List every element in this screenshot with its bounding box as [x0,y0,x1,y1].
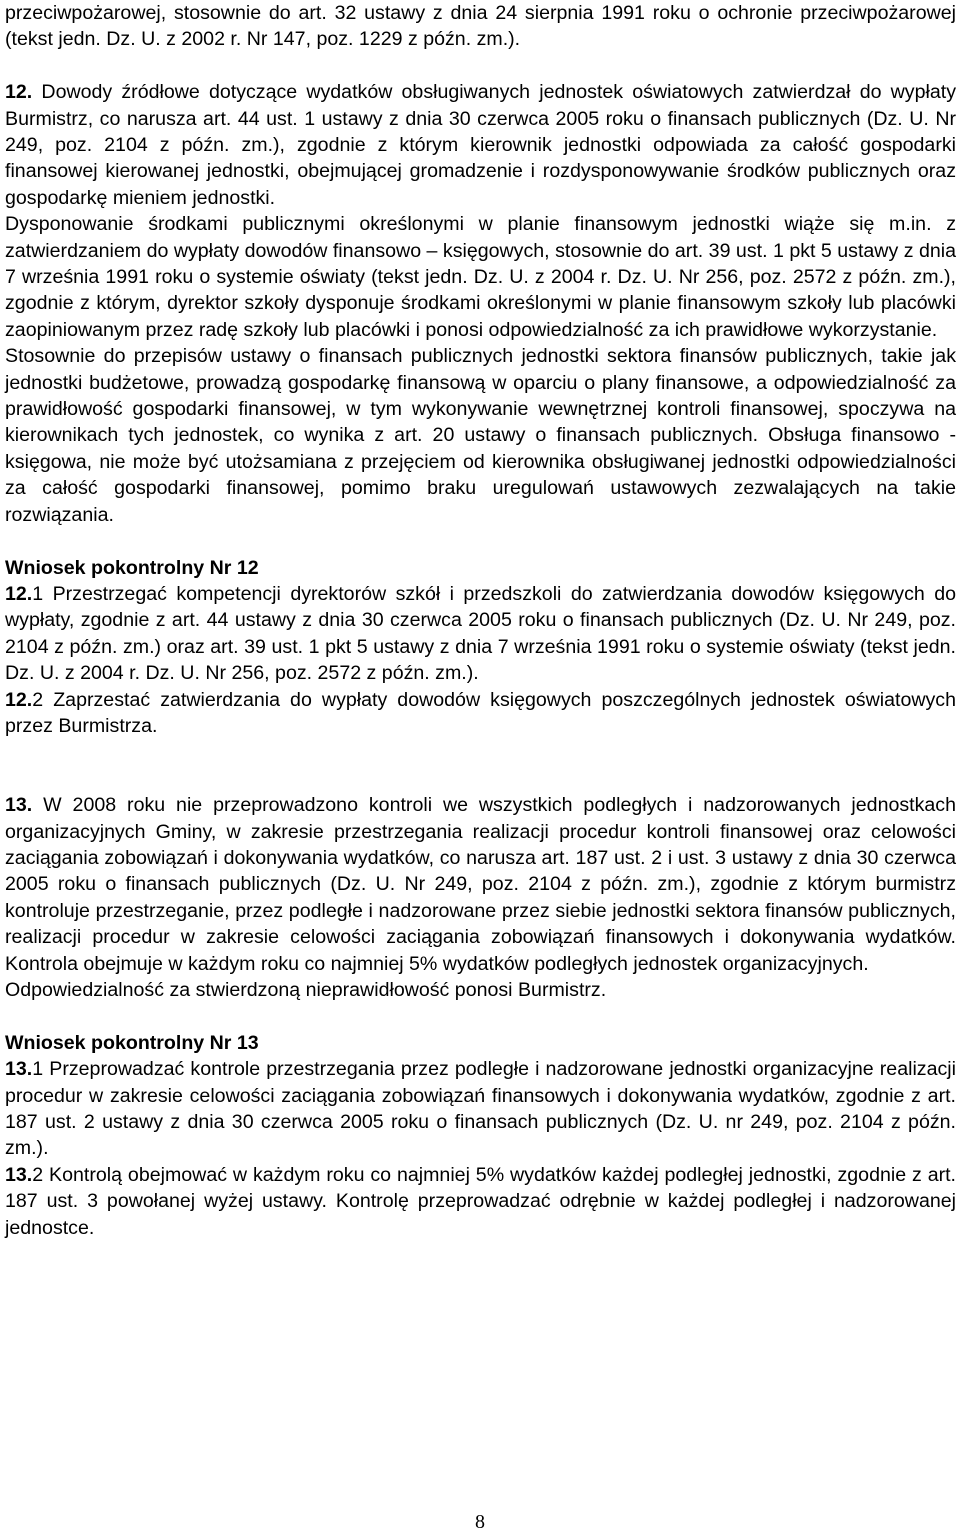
document-page [5,0,956,1241]
finding-13-number: 13. [5,794,33,817]
finding-13-responsibility: Odpowiedzialność za stwierdzoną nieprawidłowość ponosi Burmistrz. [5,978,607,1001]
recommendation-13-2-subnumber: 2 [32,1163,44,1186]
finding-13-text: W 2008 roku nie przeprowadzono kontroli we wszystkich podległych i nadzorowanych jednostkach organizacyjnych Gminy, w zakresie przestrzegania realizacji procedur kontroli finansowej oraz celowości zaciągania zobowiązań i dokonywania wydatków, co narusza art. 187 ust. 2 i ust. 3 ustawy z dnia 30 czerwca 2005 roku o finansach publicznych (Dz. U. Nr 249, poz. 2104 z późn. zm.), zgodnie z którym burmistrz kontroluje przestrzeganie, przez podległe i nadzorowane przez siebie jednostki sektora finansów publicznych, realizacji procedur w zakresie celowości zaciągania zobowiązań finansowych i dokonywania wydatków. Kontrola obejmuje w każdym roku co najmniej 5% wydatków podległych jednostek organizacyjnych. [5,794,956,975]
recommendation-12-item-1 [5,581,956,687]
spacer [5,53,956,79]
recommendation-12-heading: Wniosek pokontrolny Nr 12 [5,556,259,579]
finding-12-paragraph-2: Dysponowanie środkami publicznymi określonymi w planie finansowym jednostki wiąże się m.in. z zatwierdzaniem do wypłaty dowodów finansowo – księgowych, stosownie do art. 39 ust. 1 pkt 5 ustawy z dnia 7 września 1991 roku o systemie oświaty (tekst jedn. Dz. U. z 2004 r. Dz. U. Nr 256, poz. 2572 z późn. zm.), zgodnie z którym, dyrektor szkoły dysponuje środkami określonymi w planie finansowym szkoły lub placówki zaopiniowanym przez radę szkoły lub placówki i ponosi odpowiedzialność za ich prawidłowe wykorzystanie. [5,213,956,341]
page-number: 8 [475,1511,485,1533]
recommendation-13-1-number: 13. [5,1058,33,1081]
spacer [5,739,956,792]
recommendation-13-1-subnumber: 1 [32,1058,44,1081]
finding-12-paragraph-3: Stosownie do przepisów ustawy o finansach publicznych jednostki sektora finansów publicznych, takie jak jednostki budżetowe, prowadzą gospodarkę finansową w oparciu o plany finansowe, a odpowiedzialność za prawidłowość gospodarki finansowej, w tym wykonywanie wewnętrznej kontroli finansowej, spoczywa na kierownikach tych jednostek, co wynika z art. 20 ustawy o finansach publicznych. Obsługa finansowo - księgowa, nie może być utożsamiana z przejęciem od kierownika obsługiwanej jednostki odpowiedzialności za całość gospodarki finansowej, pomimo braku uregulowań ustawowych zezwalających na takie rozwiązania. [5,345,956,526]
intro-paragraph: przeciwpożarowej, stosownie do art. 32 ustawy z dnia 24 sierpnia 1991 roku o ochronie przeciwpożarowej (tekst jedn. Dz. U. z 2002 r. Nr 147, poz. 1229 z późn. zm.). [5,2,956,51]
recommendation-12-1-subnumber: 1 [32,582,44,605]
recommendation-12-2-number: 12. [5,688,33,711]
spacer [5,1003,956,1029]
recommendation-13-2-number: 13. [5,1163,33,1186]
finding-12-number: 12. [5,81,33,104]
recommendation-12-1-number: 12. [5,582,33,605]
recommendation-13-item-1 [5,1056,956,1162]
finding-12-paragraph [5,79,956,211]
recommendation-13-1-text: Przeprowadzać kontrole przestrzegania przez podległe i nadzorowane jednostki organizacyjne realizacji procedur w zakresie celowości zaciągania zobowiązań finansowych i dokonywania wydatków, zgodnie z art. 187 ust. 2 ustawy z dnia 30 czerwca 2005 roku o finansach publicznych (Dz. U. nr 249, poz. 2104 z późn. zm.). [5,1058,956,1160]
recommendation-12-2-subnumber: 2 [32,688,44,711]
spacer [5,528,956,554]
recommendation-12-1-text: Przestrzegać kompetencji dyrektorów szkół i przedszkoli do zatwierdzania dowodów księgowych do wypłaty, zgodnie z art. 44 ustawy z dnia 30 czerwca 2005 roku o finansach publicznych (Dz. U. Nr 249, poz. 2104 z późn. zm.) oraz art. 39 ust. 1 pkt 5 ustawy z dnia 7 września 1991 roku o systemie oświaty (tekst jedn. Dz. U. z 2004 r. Dz. U. Nr 256, poz. 2572 z późn. zm.). [5,582,956,685]
recommendation-13-2-text: Kontrolą obejmować w każdym roku co najmniej 5% wydatków każdej podległej jednostki, zgodnie z art. 187 ust. 3 powołanej wyżej ustawy. Kontrolę przeprowadzać odrębnie w każdej podległej i nadzorowanej jednostce. [5,1163,956,1239]
recommendation-13-item-2 [5,1162,956,1241]
recommendation-12-item-2 [5,687,956,740]
recommendation-13-heading: Wniosek pokontrolny Nr 13 [5,1031,259,1054]
recommendation-12-2-text: Zaprzestać zatwierdzania do wypłaty dowodów księgowych poszczególnych jednostek oświatowych przez Burmistrza. [5,688,956,737]
finding-12-text: Dowody źródłowe dotyczące wydatków obsługiwanych jednostek oświatowych zatwierdzał do wypłaty Burmistrz, co narusza art. 44 ust. 1 ustawy z dnia 30 czerwca 2005 roku o finansach publicznych (Dz. U. Nr 249, poz. 2104 z późn. zm.), zgodnie z którym kierownik jednostki odpowiada za całość gospodarki finansowej kierowanej jednostki, obejmującej gromadzenie i rozdysponowywanie środków publicznych oraz gospodarkę mieniem jednostki. [5,81,956,209]
finding-13-paragraph [5,792,956,977]
